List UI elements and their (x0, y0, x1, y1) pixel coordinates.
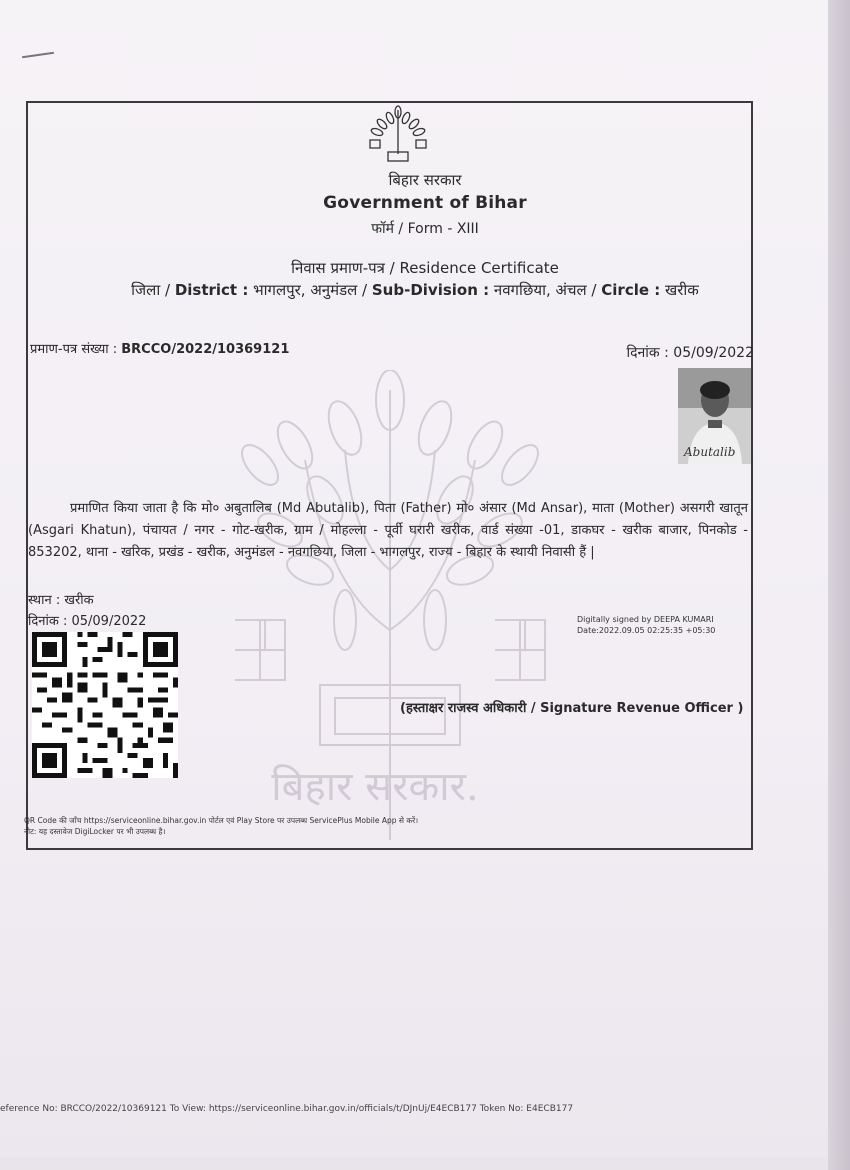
form-number: फॉर्म / Form - XIII (371, 221, 479, 237)
govt-title: Government of Bihar (323, 193, 527, 213)
place: स्थान : खरीक (28, 593, 94, 608)
digital-signature-date: Date:2022.09.05 02:25:35 +05:30 (577, 626, 716, 635)
applicant-photo (678, 368, 751, 464)
certificate-number: प्रमाण-पत्र संख्या : BRCCO/2022/10369121 (30, 342, 290, 357)
issue-date: दिनांक : 05/09/2022 (28, 614, 147, 629)
photo-signature: Abutalib (684, 445, 736, 459)
govt-title-hindi: बिहार सरकार (388, 171, 462, 189)
qr-note-line1: QR Code की जाँच https://serviceonline.bihar.gov.in पोर्टल एवं Play Store पर उपलब्ध ServicePlus Mobile App से करें। (24, 816, 419, 825)
digital-signature-name: Digitally signed by DEEPA KUMARI (577, 615, 714, 624)
bihar-govt-emblem-icon (366, 104, 430, 166)
certificate-date: दिनांक : 05/09/2022 (626, 345, 754, 361)
signature-label: (हस्ताक्षर राजस्व अधिकारी / Signature Revenue Officer ) (400, 701, 744, 716)
qr-note-line2: नोट: यह दस्तावेज DigiLocker पर भी उपलब्ध है। (24, 827, 166, 836)
qr-code[interactable] (32, 632, 178, 778)
bihar-emblem-watermark (225, 370, 555, 840)
qr-verification-note (24, 815, 418, 837)
jurisdiction-line: जिला / District : भागलपुर, अनुमंडल / Sub-Division : नवगछिया, अंचल / Circle : खरीक (131, 281, 699, 299)
watermark-text: बिहार सरकार. (271, 764, 479, 810)
reference-line: eference No: BRCCO/2022/10369121 To View: https://serviceonline.bihar.gov.in/officials/t/DJnUj/E4ECB177 Token No: E4ECB177 (0, 1104, 574, 1114)
certificate-body: प्रमाणित किया जाता है कि मो० अबुतालिब (Md Abutalib), पिता (Father) मो० अंसार (Md Ansar), माता (Mother) असगरी खातून (Asgari Khatun), पंचायत / नगर - गोट-खरीक, ग्राम / मोहल्ला - पूर्वी घरारी खरीक, वार्ड संख्या -01, डाकघर - खरीक बाजार, पिनकोड - 853202, थाना - खरिक, प्रखंड - खरीक, अनुमंडल - नवगछिया, जिला - भागलपुर, राज्य - बिहार के स्थायी निवासी हैं | (28, 501, 748, 560)
certificate-title: निवास प्रमाण-पत्र / Residence Certificate (291, 259, 559, 277)
digital-signature (577, 614, 715, 636)
